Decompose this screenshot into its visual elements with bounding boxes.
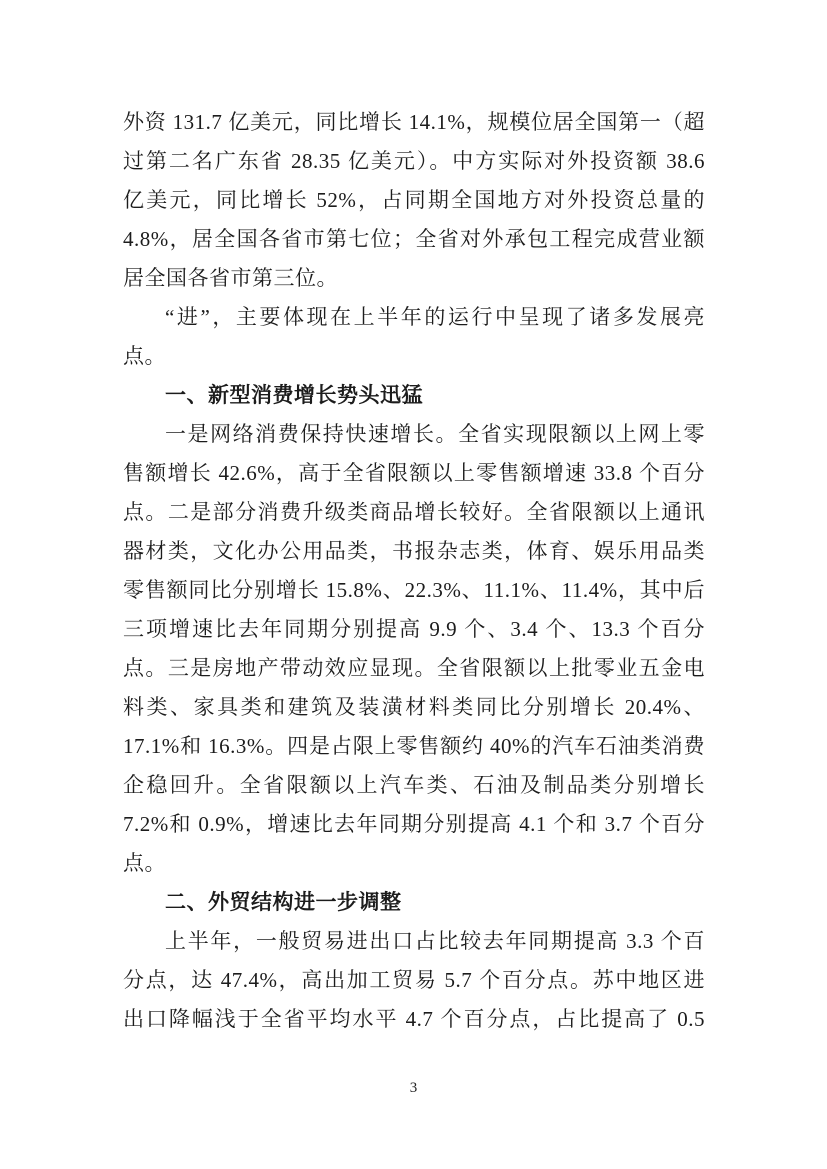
text-line: 外资 131.7 亿美元，同比增长 14.1%，规模位居全国第一（超 [123,110,705,134]
text-line: 三项增速比去年同期分别提高 9.9 个、3.4 个、13.3 个百分 [123,617,705,641]
text-line: 点。 [123,851,166,875]
text-line: 居全国各省市第三位。 [123,266,338,290]
text-line: 一是网络消费保持快速增长。全省实现限额以上网上零 [165,422,705,446]
text-line: 17.1%和 16.3%。四是占限上零售额约 40%的汽车石油类消费 [123,734,705,758]
section-heading [123,883,705,922]
text-line: 企稳回升。全省限额以上汽车类、石油及制品类分别增长 [123,773,705,797]
paragraph [123,103,705,298]
text-line: 售额增长 42.6%，高于全省限额以上零售额增速 33.8 个百分 [123,461,705,485]
text-line: 零售额同比分别增长 15.8%、22.3%、11.1%、11.4%，其中后 [123,578,705,602]
text-line: 亿美元，同比增长 52%，占同期全国地方对外投资总量的 [123,188,705,212]
text-line: “进”，主要体现在上半年的运行中呈现了诸多发展亮 [165,305,705,329]
text-line: 分点，达 47.4%，高出加工贸易 5.7 个百分点。苏中地区进 [123,968,705,992]
text-line: 7.2%和 0.9%，增速比去年同期分别提高 4.1 个和 3.7 个百分 [123,812,705,836]
paragraph [123,922,705,1039]
document-body [123,103,705,1039]
text-line: 料类、家具类和建筑及装潢材料类同比分别增长 20.4%、 [123,695,705,719]
text-line: 器材类，文化办公用品类，书报杂志类，体育、娱乐用品类 [123,539,705,563]
page-number: 3 [409,1080,418,1096]
text-line: 出口降幅浅于全省平均水平 4.7 个百分点，占比提高了 0.5 [123,1007,705,1031]
text-line: 上半年，一般贸易进出口占比较去年同期提高 3.3 个百 [165,929,705,953]
text-line: 二、外贸结构进一步调整 [165,891,402,914]
paragraph [123,298,705,376]
paragraph [123,415,705,883]
text-line: 点。三是房地产带动效应显现。全省限额以上批零业五金电 [123,656,705,680]
page-footer [0,1078,827,1098]
text-line: 一、新型消费增长势头迅猛 [165,384,423,407]
text-line: 点。二是部分消费升级类商品增长较好。全省限额以上通讯 [123,500,705,524]
section-heading [123,376,705,415]
text-line: 点。 [123,344,166,368]
text-line: 4.8%，居全国各省市第七位；全省对外承包工程完成营业额 [123,227,705,251]
text-line: 过第二名广东省 28.35 亿美元）。中方实际对外投资额 38.6 [123,149,705,173]
